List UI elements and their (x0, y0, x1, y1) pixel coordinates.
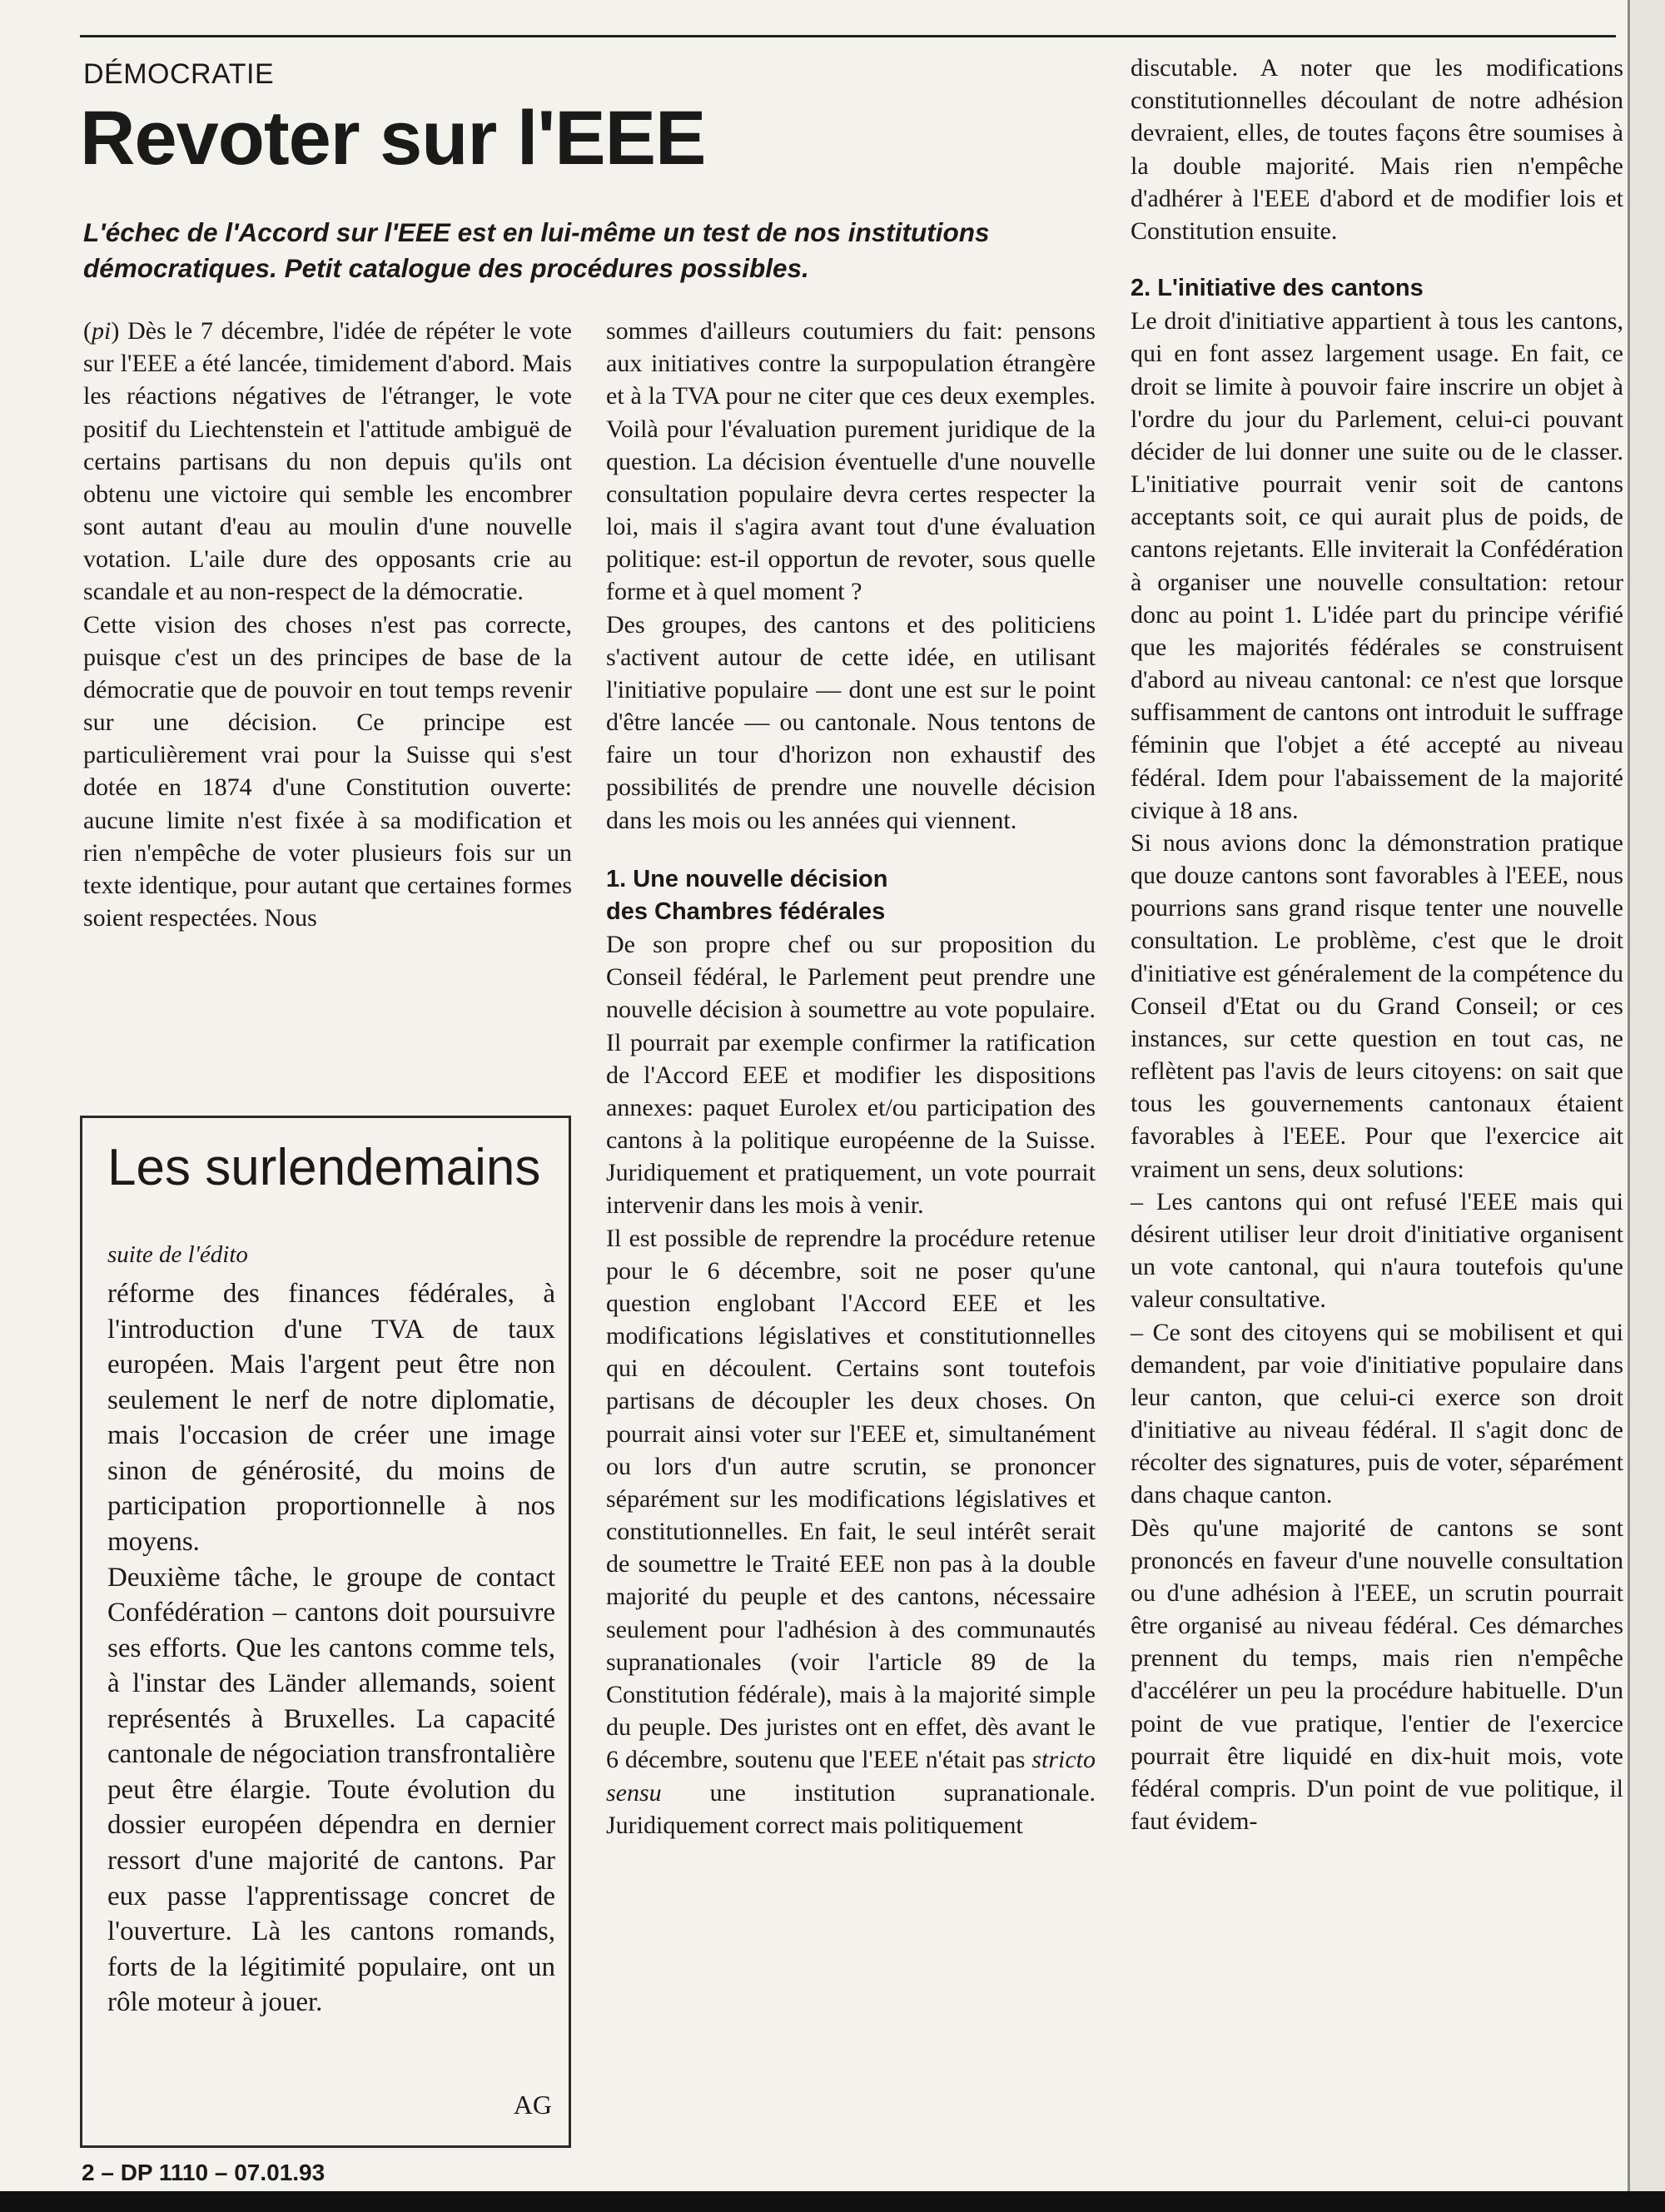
article-column-2 (606, 315, 1096, 1842)
paragraph: – Les cantons qui ont refusé l'EEE mais qui désirent utiliser leur droit d'initiative organisent un vote cantonal, qui n'aura toutefois qu'une valeur consultative. (1131, 1187, 1623, 1314)
paragraph: Il est possible de reprendre la procédure retenue pour le 6 décembre, soit ne poser qu'une question englobant l'Accord EEE et les modifications législatives et constitutionnelles qui en découlent. Certains sont toutefois partisans de découpler les deux choses. On pourrait ainsi voter sur l'EEE et, simultanément ou lors d'un autre scrutin, se prononcer séparément sur les modifications législatives et constitutionnelles. En fait, le seul intérêt serait de soumettre le Traité EEE non pas à la double majorité du peuple et des cantons, nécessaire seulement pour l'adhésion à des communautés supranationales (voir l'article 89 de la Constitution fédérale), mais à la majorité simple du peuple. Des juristes ont en effet, dès avant le 6 décembre, soutenu que l'EEE n'était pas stricto sensu une institution supranationale. Juridiquement correct mais politiquement (606, 1224, 1096, 1839)
scan-edge (0, 2191, 1665, 2212)
paragraph: Des groupes, des cantons et des politiciens s'activent autour de cette idée, en utilisant l'initiative populaire — dont une est sur le point d'être lancée — ou cantonale. Nous tentons de faire un tour d'horizon non exhaustif des possibilités de prendre une nouvelle décision dans les mois ou les années qui viennent. (606, 610, 1096, 834)
paragraph: discutable. A noter que les modifications constitutionnelles découlant de notre adhésion devraient, elles, de toutes façons être soumises à la double majorité. Mais rien n'empêche d'adhérer à l'EEE d'abord et de modifier lois et Constitution ensuite. (1131, 54, 1623, 245)
sidebar-box (80, 1116, 571, 2148)
sidebar-signature: AG (513, 2090, 552, 2120)
paragraph: réforme des finances fédérales, à l'introduction d'une TVA de taux européen. Mais l'argent peut être non seulement le nerf de notre diplomatie, mais l'occasion de créer une image sinon de générosité, du moins de participation proportionnelle à nos moyens. (107, 1279, 555, 1557)
byline-initials: pi (92, 317, 112, 345)
sidebar-subtitle: suite de l'édito (107, 1241, 248, 1268)
page-folio: 2 – DP 1110 – 07.01.93 (82, 2160, 326, 2185)
paragraph: Deuxième tâche, le groupe de contact Confédération – cantons doit poursuivre ses efforts. Que les cantons comme tels, à l'instar des Länder allemands, soient représentés à Bruxelles. La capacité cantonale de négociation transfrontalière peut être élargie. Toute évolution du dossier européen dépendra en dernier ressort d'une majorité de cantons. Par eux passe l'apprentissage concret de l'ouverture. Là les cantons romands, forts de la légitimité populaire, ont un rôle moteur à jouer. (107, 1562, 555, 2018)
sidebar-body (107, 1276, 555, 2021)
paragraph: Si nous avions donc la démonstration pratique que douze cantons sont favorables à l'EEE, nous pourrions sans grand risque tenter une nouvelle consultation. Le problème, c'est que le droit d'initiative est généralement de la compétence du Conseil d'Etat ou du Grand Conseil; or ces instances, sur cette question en tout cas, ne reflètent pas l'avis de leurs citoyens: on sait que tous les gouvernements cantonaux étaient favorables à l'EEE. Pour que l'exercice ait vraiment un sens, deux solutions: (1131, 828, 1623, 1183)
paragraph: (pi) Dès le 7 décembre, l'idée de répéter le vote sur l'EEE a été lancée, timidement d'abord. Mais les réactions négatives de l'étranger, le vote positif du Liechtenstein et l'attitude ambiguë de certains partisans du non depuis qu'ils ont obtenu une victoire qui semble les encombrer sont autant d'eau au moulin d'une nouvelle votation. L'aile dure des opposants crie au scandale et au non-respect de la démocratie. (83, 317, 572, 606)
page-title: Revoter sur l'EEE (80, 96, 706, 181)
section-kicker: DÉMOCRATIE (83, 58, 275, 90)
paragraph: Le droit d'initiative appartient à tous les cantons, qui en font assez largement usage. En fait, ce droit se limite à pouvoir faire inscrire un objet à l'ordre du jour du Parlement, celui-ci pouvant décider de lui donner une suite ou de le classer. L'initiative pourrait venir soit de cantons acceptants soit, ce qui aurait plus de poids, de cantons rejetants. Elle inviterait la Confédération à organiser une nouvelle consultation: retour donc au point 1. L'idée part du principe vérifié que les majorités fédérales se construisent d'abord au niveau cantonal: ce n'est que lorsque suffisamment de cantons ont introduit le suffrage féminin que l'objet a été accepté au niveau fédéral. Idem pour l'abaissement de la majorité civique à 18 ans. (1131, 307, 1623, 824)
article-lede: L'échec de l'Accord sur l'EEE est en lui-même un test de nos institutions démocratiques. Petit catalogue des procédures possibles. (83, 217, 990, 284)
page-edge (1628, 0, 1665, 2212)
section-heading-2: 2. L'initiative des cantons (1131, 275, 1424, 302)
paragraph: Dès qu'une majorité de cantons se sont prononcés en faveur d'une nouvelle consultation ou d'une adhésion à l'EEE, un scrutin pourrait être organisé au niveau fédéral. Ces démarches prennent du temps, mais rien n'empêche d'accélérer un peu la procédure habituelle. D'un point de vue pratique, l'entier de l'exercice pourrait être liquidé en dix-huit mois, vote fédéral compris. D'un point de vue politique, il faut évidem- (1131, 1514, 1623, 1836)
section-heading-1: 1. Une nouvelle décision des Chambres fédérales (606, 865, 888, 925)
sidebar-title: Les surlendemains (107, 1139, 541, 1196)
article-column-1 (83, 315, 572, 934)
article-column-3 (1131, 52, 1623, 1837)
paragraph: sommes d'ailleurs coutumiers du fait: pensons aux initiatives contre la surpopulation étrangère et à la TVA pour ne citer que ces deux exemples. Voilà pour l'évaluation purement juridique de la question. La décision éventuelle d'une nouvelle consultation populaire devra certes respecter la loi, mais il s'agira avant tout d'une évaluation politique: est-il opportun de revoter, sous quelle forme et à quel moment ? (606, 317, 1096, 606)
top-rule (80, 35, 1616, 37)
paragraph: Cette vision des choses n'est pas correcte, puisque c'est un des principes de base de la démocratie que de pouvoir en tout temps revenir sur une décision. Ce principe est particulièrement vrai pour la Suisse qui s'est dotée en 1874 d'une Constitution ouverte: aucune limite n'est fixée à sa modification et rien n'empêche de voter plusieurs fois sur un texte identique, pour autant que certaines formes soient respectées. Nous (83, 610, 572, 932)
paragraph: De son propre chef ou sur proposition du Conseil fédéral, le Parlement peut prendre une nouvelle décision à soumettre au vote populaire. Il pourrait par exemple confirmer la ratification de l'Accord EEE et modifier les dispositions annexes: paquet Eurolex et/ou participation des cantons à la politique européenne de la Suisse. Juridiquement et pratiquement, un vote pourrait intervenir dans les mois à venir. (606, 931, 1096, 1220)
paragraph: – Ce sont des citoyens qui se mobilisent et qui demandent, par voie d'initiative populaire dans leur canton, que celui-ci exerce son droit d'initiative au niveau fédéral. Il s'agit donc de récolter des signatures, puis de voter, séparément dans chaque canton. (1131, 1318, 1623, 1509)
